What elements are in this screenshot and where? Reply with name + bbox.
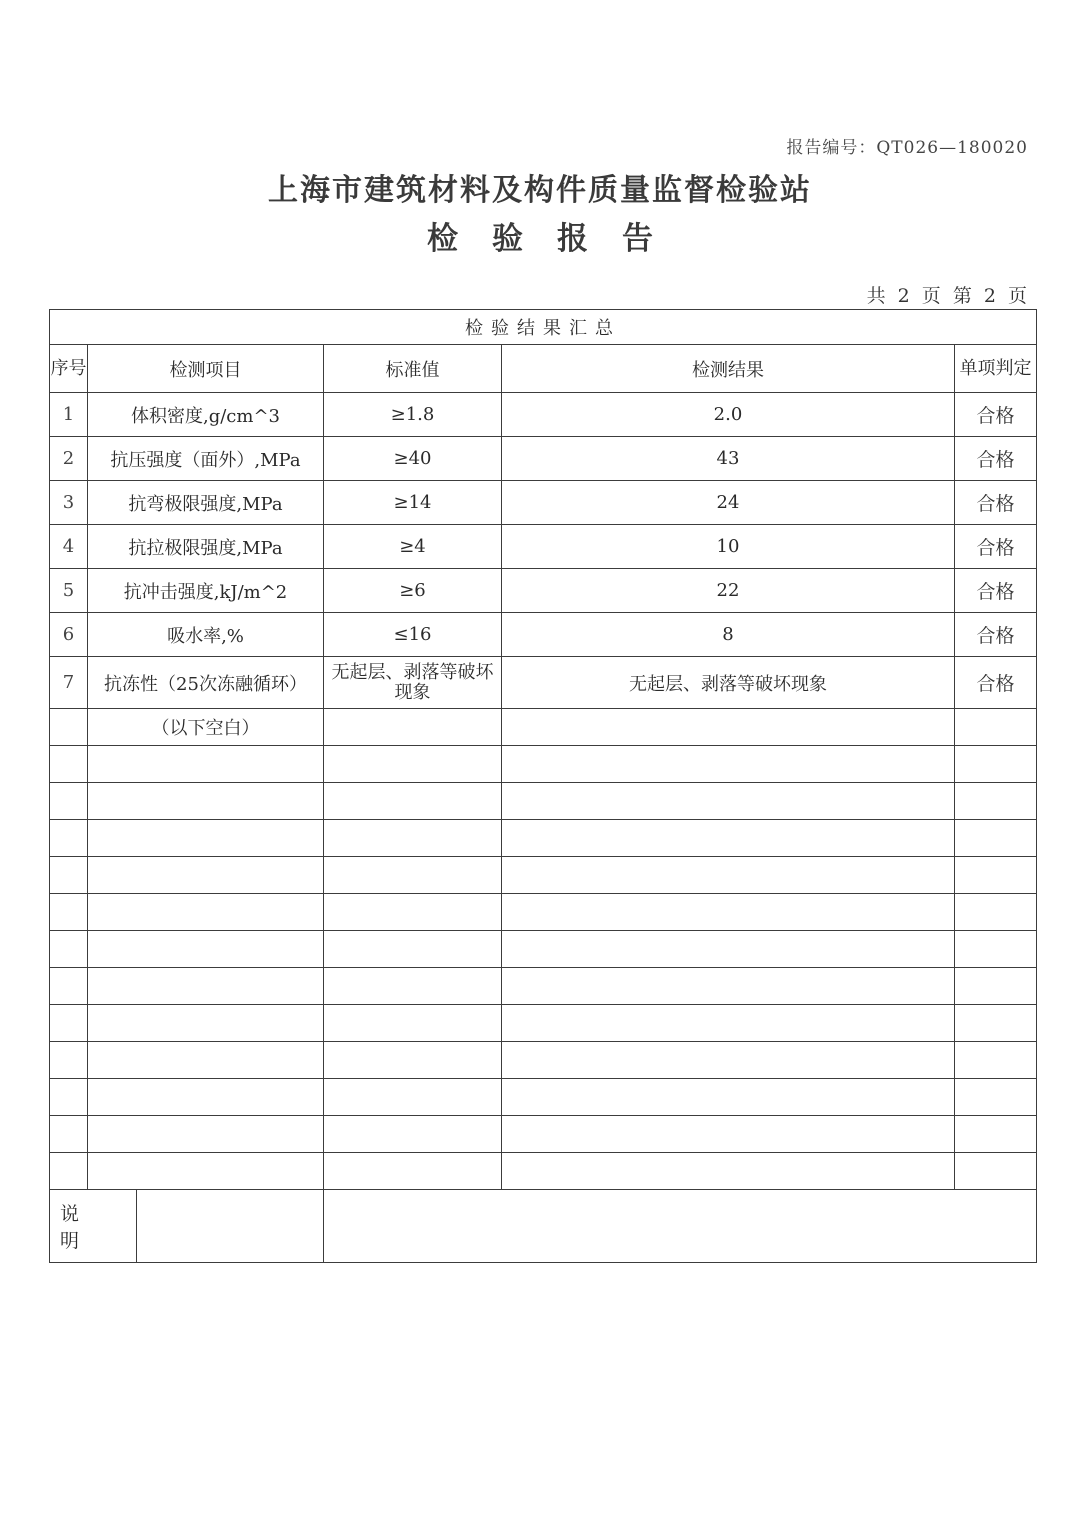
row-verdict: 合格 bbox=[955, 437, 1037, 481]
document-title: 检验报告 bbox=[427, 221, 687, 257]
table-row bbox=[50, 613, 1037, 657]
empty-row bbox=[50, 1042, 1037, 1079]
page-info: 共 2 页 第 2 页 bbox=[866, 285, 1030, 307]
row-result: 无起层、剥落等破坏现象 bbox=[502, 657, 955, 709]
row-item: 抗压强度（面外）,MPa bbox=[88, 437, 324, 481]
row-standard: ≥6 bbox=[324, 569, 502, 613]
table-row bbox=[50, 569, 1037, 613]
col-index-header: 序号 bbox=[50, 345, 88, 393]
row-item: 体积密度,g/cm^3 bbox=[88, 393, 324, 437]
empty-row bbox=[50, 1079, 1037, 1116]
row-standard: ≥4 bbox=[324, 525, 502, 569]
empty-row bbox=[50, 1153, 1037, 1190]
row-standard: ≥1.8 bbox=[324, 393, 502, 437]
blank-note: （以下空白） bbox=[88, 709, 324, 746]
table-row bbox=[50, 481, 1037, 525]
row-standard: 无起层、剥落等破坏现象 bbox=[324, 657, 502, 709]
row-item: 吸水率,% bbox=[88, 613, 324, 657]
table-row bbox=[50, 709, 1037, 746]
row-index: 3 bbox=[50, 481, 88, 525]
row-index: 2 bbox=[50, 437, 88, 481]
col-result-header: 检测结果 bbox=[502, 345, 955, 393]
report-number: 报告编号：QT026—180020 bbox=[786, 138, 1028, 158]
row-index: 6 bbox=[50, 613, 88, 657]
row-item: 抗冻性（25次冻融循环） bbox=[88, 657, 324, 709]
table-row bbox=[50, 657, 1037, 709]
row-standard: ≤16 bbox=[324, 613, 502, 657]
row-item: 抗拉极限强度,MPa bbox=[88, 525, 324, 569]
notes-label: 说明 bbox=[50, 1190, 137, 1262]
col-standard-header: 标准值 bbox=[324, 345, 502, 393]
row-index: 7 bbox=[50, 657, 88, 709]
empty-row bbox=[50, 968, 1037, 1005]
row-standard: ≥40 bbox=[324, 437, 502, 481]
empty-row bbox=[50, 857, 1037, 894]
col-verdict-header: 单项判定 bbox=[955, 345, 1037, 393]
row-result: 43 bbox=[502, 437, 955, 481]
row-item: 抗弯极限强度,MPa bbox=[88, 481, 324, 525]
row-verdict: 合格 bbox=[955, 393, 1037, 437]
row-result: 24 bbox=[502, 481, 955, 525]
empty-row bbox=[50, 1116, 1037, 1153]
row-result: 22 bbox=[502, 569, 955, 613]
row-result: 10 bbox=[502, 525, 955, 569]
row-verdict: 合格 bbox=[955, 613, 1037, 657]
row-result: 2.0 bbox=[502, 393, 955, 437]
notes-row bbox=[50, 1190, 1037, 1263]
notes-content-ext bbox=[324, 1190, 1037, 1263]
row-index: 5 bbox=[50, 569, 88, 613]
row-standard: ≥14 bbox=[324, 481, 502, 525]
row-verdict: 合格 bbox=[955, 481, 1037, 525]
table-row bbox=[50, 525, 1037, 569]
summary-title: 检验结果汇总 bbox=[50, 310, 1037, 345]
empty-row bbox=[50, 894, 1037, 931]
row-index: 4 bbox=[50, 525, 88, 569]
table-row bbox=[50, 393, 1037, 437]
empty-row bbox=[50, 820, 1037, 857]
row-index: 1 bbox=[50, 393, 88, 437]
row-verdict: 合格 bbox=[955, 525, 1037, 569]
row-result: 8 bbox=[502, 613, 955, 657]
row-verdict: 合格 bbox=[955, 657, 1037, 709]
notes-content bbox=[137, 1190, 323, 1262]
row-verdict: 合格 bbox=[955, 569, 1037, 613]
organization-title: 上海市建筑材料及构件质量监督检验站 bbox=[268, 173, 812, 208]
empty-row bbox=[50, 783, 1037, 820]
results-table bbox=[49, 309, 1037, 1263]
table-row bbox=[50, 437, 1037, 481]
empty-row bbox=[50, 931, 1037, 968]
empty-row bbox=[50, 746, 1037, 783]
col-item-header: 检测项目 bbox=[88, 345, 324, 393]
empty-row bbox=[50, 1005, 1037, 1042]
header-row bbox=[50, 345, 1037, 393]
row-item: 抗冲击强度,kJ/m^2 bbox=[88, 569, 324, 613]
